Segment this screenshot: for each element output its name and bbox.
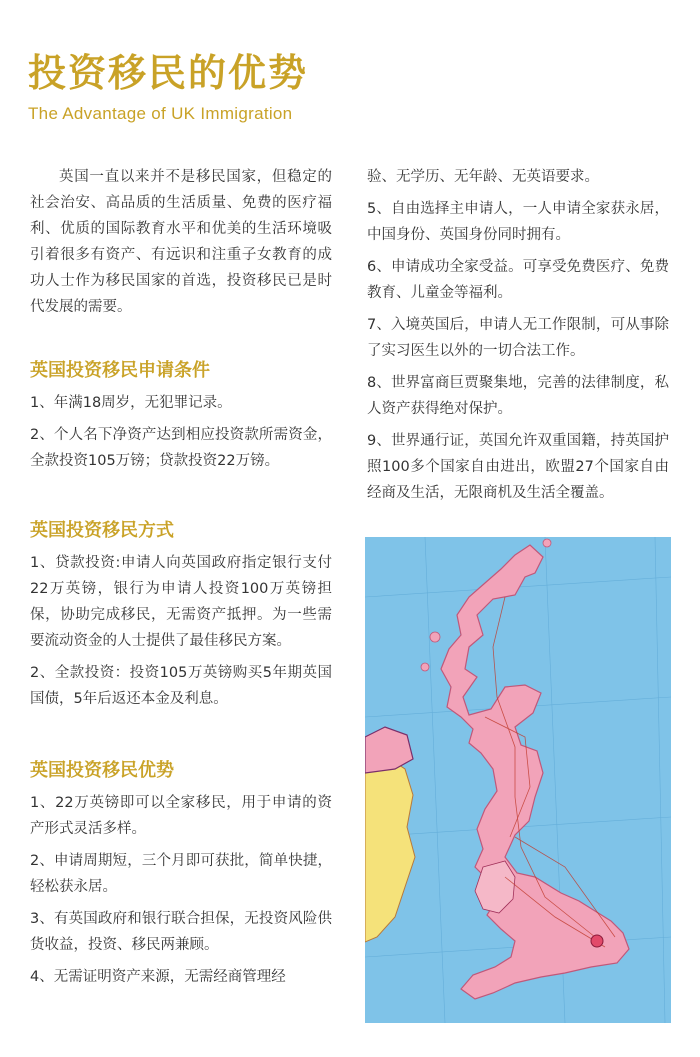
london-marker xyxy=(591,935,603,947)
advantages-item: 7、入境英国后，申请人无工作限制，可从事除了实习医生以外的一切合法工作。 xyxy=(367,317,669,359)
hebrides-islands xyxy=(430,632,440,642)
page-subtitle: The Advantage of UK Immigration xyxy=(28,104,293,123)
intro-paragraph: 英国一直以来并不是移民国家，但稳定的社会治安、高品质的生活质量、免费的医疗福利、优质的国际教育水平和优美的生活环境吸引着很多有资产、有远识和注重子女教育的成功人士作为移民国家的首选，投资移民已是时代发展的需要。 xyxy=(30,169,332,315)
conditions-heading: 英国投资移民申请条件 xyxy=(30,360,210,381)
advantages-item: 1、22万英镑即可以全家移民，用于申请的资产形式灵活多样。 xyxy=(30,795,332,837)
advantages-item: 9、世界通行证，英国允许双重国籍，持英国护照100多个国家自由进出，欧盟27个国家自由经商及生活，无限商机及生活全覆盖。 xyxy=(367,433,669,501)
advantages-item: 3、有英国政府和银行联合担保，无投资风险供货收益，投资、移民两兼顾。 xyxy=(30,911,332,953)
advantages-item: 2、申请周期短，三个月即可获批，简单快捷，轻松获永居。 xyxy=(30,853,332,895)
advantages-item: 8、世界富商巨贾聚集地，完善的法律制度，私人资产获得绝对保护。 xyxy=(367,375,669,417)
advantages-heading: 英国投资移民优势 xyxy=(30,760,174,781)
methods-heading: 英国投资移民方式 xyxy=(30,520,174,541)
left-column xyxy=(30,164,332,996)
uk-map-illustration xyxy=(365,537,671,1023)
advantages-item: 4、无需证明资产来源，无需经商管理经 xyxy=(30,969,286,985)
conditions-item: 2、个人名下净资产达到相应投资款所需资金，全款投资105万镑；贷款投资22万镑。 xyxy=(30,427,332,469)
advantages-item: 5、自由选择主申请人，一人申请全家获永居，中国身份、英国身份同时拥有。 xyxy=(367,201,669,243)
conditions-item: 1、年满18周岁，无犯罪记录。 xyxy=(30,395,232,411)
methods-item: 1、贷款投资:申请人向英国政府指定银行支付22万英镑，银行为申请人投资100万英镑担保，协助完成移民，无需资产抵押。为一些需要流动资金的人士提供了最佳移民方案。 xyxy=(30,555,332,649)
page-title: 投资移民的优势 xyxy=(28,51,309,95)
great-britain-landmass xyxy=(441,545,629,999)
uk-map-image xyxy=(365,537,671,1023)
northern-ireland-landmass xyxy=(365,727,413,773)
hebrides-islands xyxy=(421,663,429,671)
orkney-islands xyxy=(543,539,551,547)
ireland-landmass xyxy=(365,757,415,942)
right-column xyxy=(367,164,669,512)
advantages-continued: 验、无学历、无年龄、无英语要求。 xyxy=(367,169,599,185)
methods-item: 2、全款投资：投资105万英镑购买5年期英国国债，5年后返还本金及利息。 xyxy=(30,665,332,707)
advantages-item: 6、申请成功全家受益。可享受免费医疗、免费教育、儿童金等福利。 xyxy=(367,259,669,301)
